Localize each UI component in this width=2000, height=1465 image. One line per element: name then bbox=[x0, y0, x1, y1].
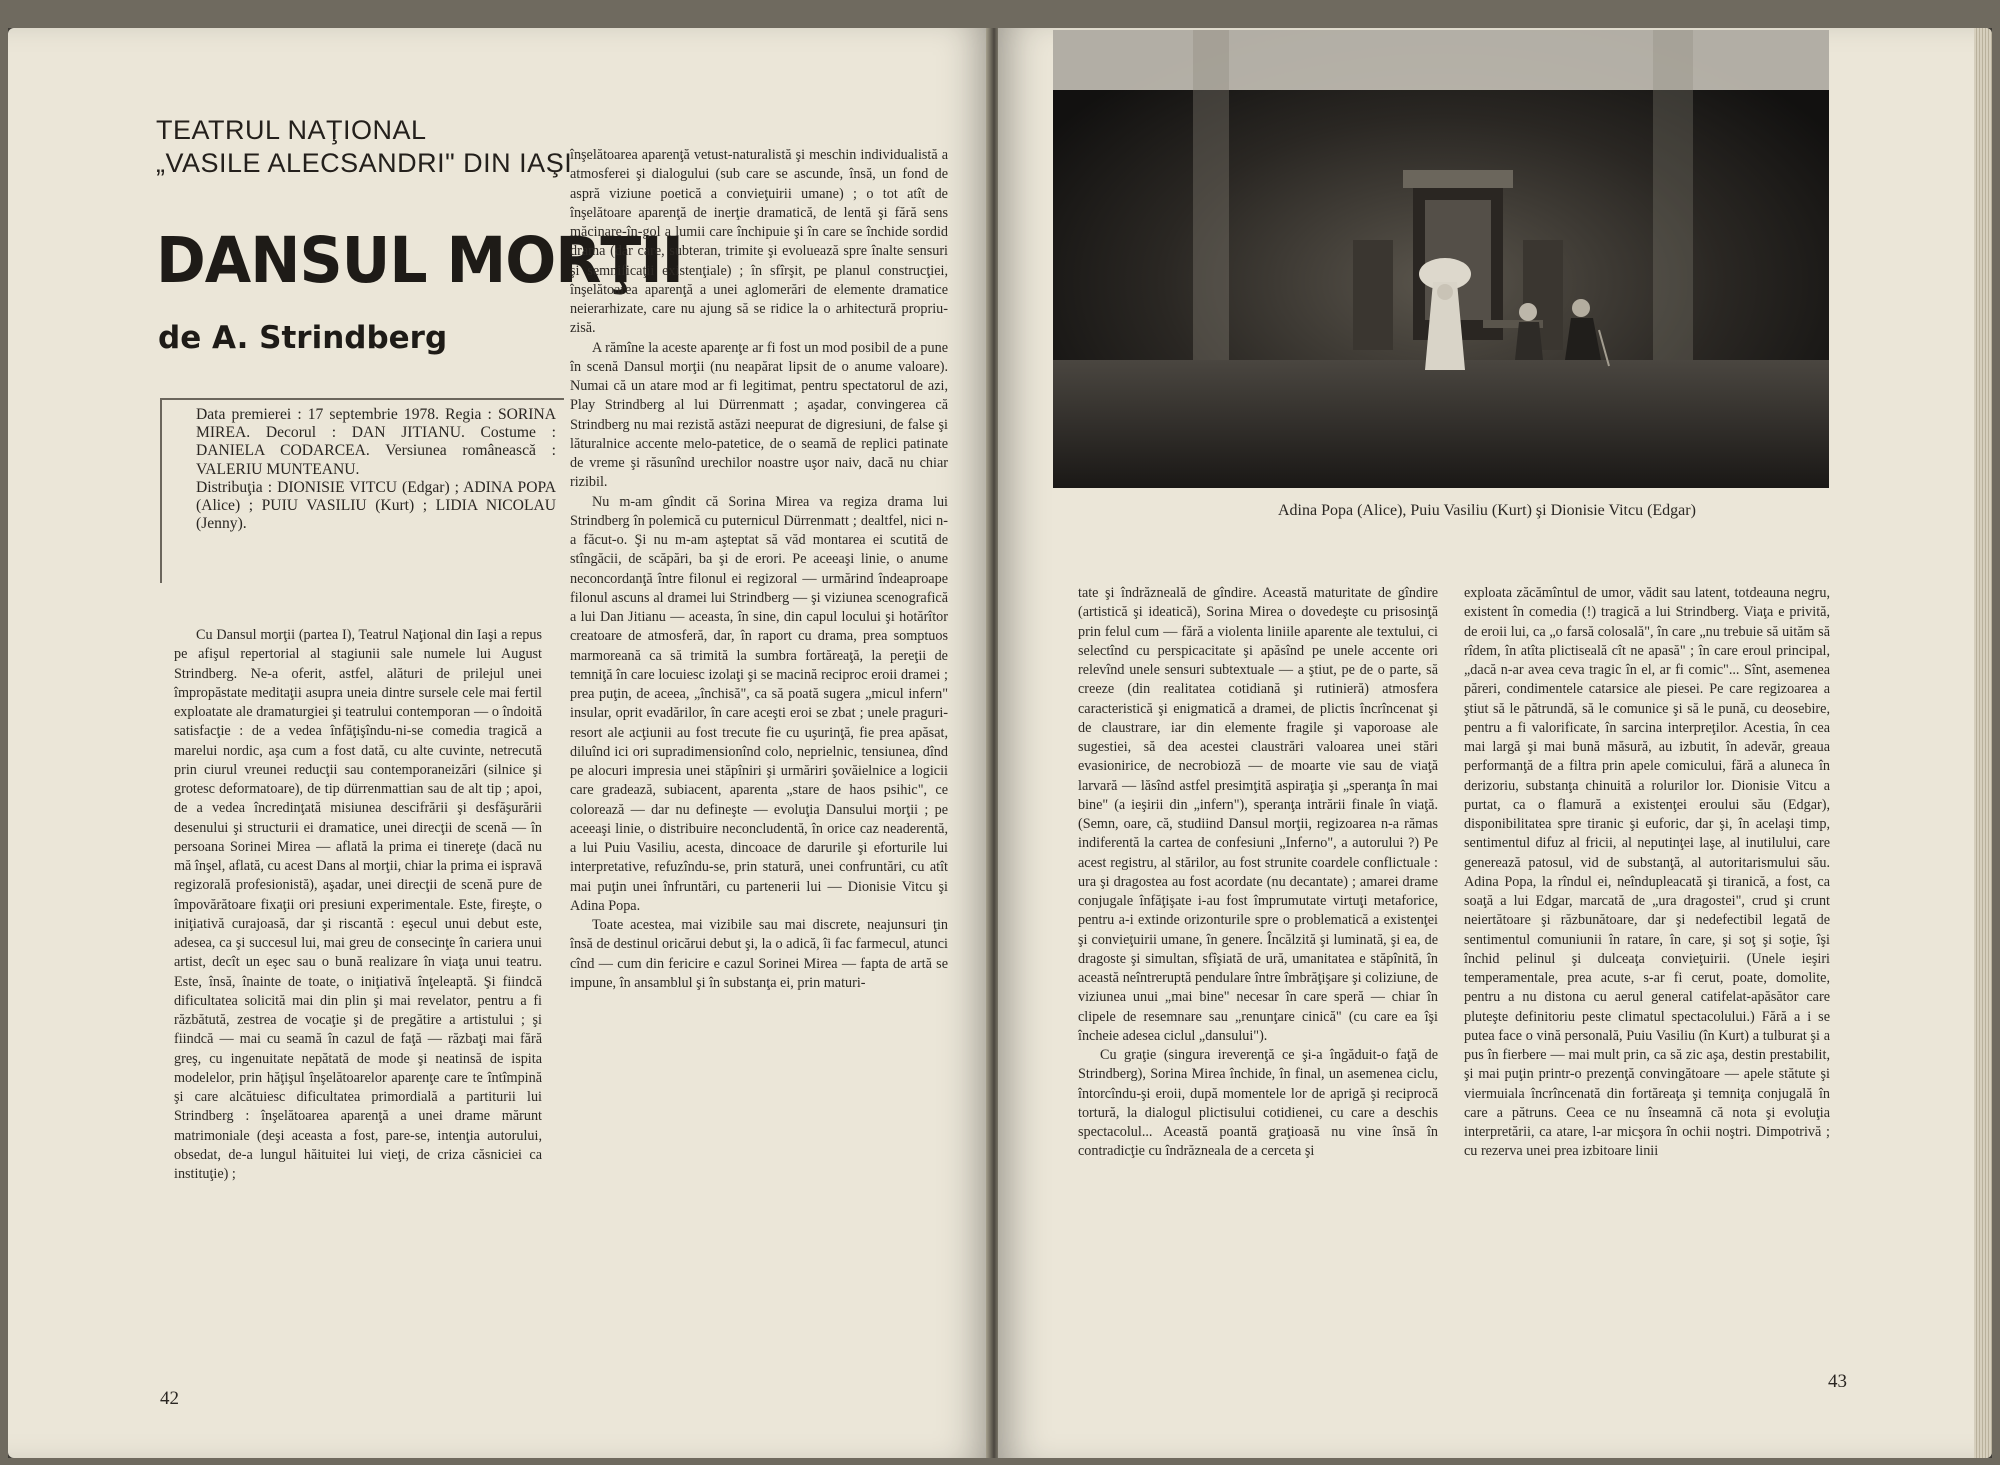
paragraph: tate şi îndrăzneală de gîndire. Această maturitate de gîndire (artistică şi ideatică), Sorina Mirea o dovedeşte cu prisosinţă prin felul cum — fără a violenta liniile aparente ale textului, ci selectînd cu perspicacitate şi apăsînd pe unele accente ori relevînd unele sensuri subtextuale — a ştiut, pe de o parte, să creeze (din realitatea cotidiană şi rutinieră) atmosfera caracteristică şi enigmatică a dramei, de plictis încrîncenat şi de claustrare, iar din elemente fragile şi vaporoase ale sugestiei, să dea acestei claustrări valoarea unei stări evasionirice, de necrobioză — de moarte vie sau de viaţă larvară — lăsînd astfel presimţită aspiraţia şi „speranţa în mai bine" (a ieşirii din „infern"), speranţa intrării finale în viaţă. (Semn, oare, că, studiind Dansul morţii, regizoarea n-a rămas indiferentă la cartea de confesiuni „Inferno", a autorului ?) Pe acest registru, al stărilor, au fost strunite coardele conflictuale : ura şi dragostea au fost acordate (nu decantate) ; amarei drame conjugale înfăţişate i-au fost împrumutate virtuţi metaforice, pentru a-i extinde orizonturile spre o problematică a existenţei şi convieţuirii umane, în genere. Încălzită şi luminată, şi ea, de dragoste şi simultan, sfîşiată de ură, umanitatea e stăpînită, în această neîntreruptă pendulare între îmbrăţişare şi coliziune, de viziunea unui „mai bine" necesar în care speră — chiar în clipele de resemnare sau „renunţare cinică" (cu care ea îşi încheie adesea ciclul „dansului"). bbox=[1078, 585, 1438, 1044]
left-page bbox=[8, 28, 990, 1458]
photo-caption: Adina Popa (Alice), Puiu Vasiliu (Kurt) şi Dionisie Vitcu (Edgar) bbox=[1278, 502, 1696, 519]
page-edge bbox=[1974, 28, 1992, 1458]
theatre-line-2: „VASILE ALECSANDRI" DIN IAŞI bbox=[156, 148, 573, 178]
paragraph: Toate acestea, mai vizibile sau mai discrete, neajunsuri ţin însă de destinul oricărui debut şi, la o adică, îi fac farmecul, atunci cînd — cum din fericire e cazul Sorinei Mirea — fapta de artă se impune, în ansamblul şi în substanţa ei, prin maturi- bbox=[570, 917, 948, 991]
paragraph: exploata zăcămîntul de umor, vădit sau latent, totdeauna negru, existent în comedia (!) tragică a lui Strindberg. Viaţa e privită, de eroii lui, ca „o farsă colosală", în care „nu trebuie să uităm să rîdem, în atîta plictiseală cît ne apasă" ; în care eroul principal, „dacă n-ar avea ceva tragic în el, ar fi comic"... Sînt, asemenea păreri, condimentele catarsice ale piesei. Pe care regizoarea a ştiut să le pătrundă, să le comunice şi să le pună, cu deosebire, pentru a fi valorificate, în sarcina interpreţilor. Acestia, în cea mai largă şi mai bună măsură, au izbutit, în adevăr, greaua performanţă de a filtra prin apele comicului, fără a aluneca în derizoriu, substanţa chinuită a rolurilor lor. Dionisie Vitcu a purtat, ca o flamură a existenţei eroului său (Edgar), disponibilitatea spre tiranic şi euforic, dar şi, în acelaşi timp, sentimentul difuz al fricii, al neputinţei laşe, al inutilului, care generează patosul, vid de substanţă, al autoritarismului său. Adina Popa, la rîndul ei, neîndupleacată şi tiranică, a fost, ca soaţă a lui Edgar, marcată de „ura dragostei", crud şi crunt neiertătoare şi răzbunătoare, dar şi nedefectibil legată de sentimentul comuniunii în ratare, în care, şi soţ şi soţie, îşi închid pelinul şi dulceaţa convieţuirii. (Unele ieşiri temperamentale, prea acute, s-ar fi cerut, poate, domolite, pentru a nu distona cu aerul general catifelat-apăsător care pluteşte definitoriu peste climatul spectacolului.) Fără a i se putea face o vină personală, Puiu Vasiliu (în Kurt) a tulburat şi a pus în fierbere — mai mult prin, ca să zic aşa, destin prestabilit, şi mai puţin printr-o prezenţă convingătoare — apele stătute şi viermuiala încrîncenată din fortăreaţa şi temniţa conjugală în care a pătruns. Ceea ce nu înseamnă că nota şi evoluţia interpretării, ca atare, l-ar micşora în ochii noştri. Dimpotrivă ; cu rezerva unei prea izbitoare linii bbox=[1464, 585, 1830, 1160]
credits-box bbox=[160, 398, 564, 583]
credits-cast: Distribuţia : DIONISIE VITCU (Edgar) ; ADINA POPA (Alice) ; PUIU VASILIU (Kurt) ; LIDIA NICOLAU (Jenny). bbox=[196, 478, 556, 533]
page-number-right: 43 bbox=[1828, 1371, 1847, 1392]
stage-photo bbox=[1053, 30, 1829, 488]
article-column-2 bbox=[570, 146, 948, 1371]
author-line: de A. Strindberg bbox=[158, 320, 448, 356]
article-column-3 bbox=[1078, 584, 1438, 1371]
credits-production: Data premierei : 17 septembrie 1978. Regia : SORINA MIREA. Decorul : DAN JITIANU. Costume : DANIELA CODARCEA. Versiunea românească : VALERIU MUNTEANU. bbox=[196, 406, 556, 478]
paragraph: Cu graţie (singura ireverenţă ce şi-a îngăduit-o faţă de Strindberg), Sorina Mirea închide, în final, un asemenea ciclu, întorcîndu-şi eroii, după momentele lor de aprigă şi reciprocă tortură, la dialogul plictisului cotidienei, cu care a deschis spectacolul... Această poantă graţioasă nu vine însă în contradicţie cu îndrăzneala de a cerceta şi bbox=[1078, 1047, 1438, 1160]
paragraph: înşelătoarea aparenţă vetust-naturalistă şi meschin individualistă a atmosferei şi dialogului (sub care se ascunde, însă, un fond de aspră viziune poetică a convieţuirii umane) ; o tot atît de înşelătoare aparenţă de inerţie dramatică, de lentă şi fără sens măcinare-în-gol a lumii care închipuie şi în care se închide sordid drama (dar care, subteran, trimite şi evoluează spre înalte sensuri şi semnificaţii existenţiale) ; în sfîrşit, pe planul construcţiei, înşelătoarea aparenţă a unei aglomerări de elemente dramatice neierarhizate, care nu ajung să se ridice la o arhitectură propriu-zisă. bbox=[570, 147, 948, 337]
article-column-4 bbox=[1464, 584, 1830, 1371]
paragraph: Nu m-am gîndit că Sorina Mirea va regiza drama lui Strindberg în polemică cu puternicul Dürrenmatt ; dealtfel, nici n-a făcut-o. Şi nu m-am aşteptat să văd montarea ei scutită de stîngăcii, de scăpări, ba şi de erori. Pe aceeaşi linie, o anume neconcordanţă între filonul ei regizoral — urmărind îndeaproape filonul ascuns al dramei lui Strindberg — şi viziunea scenografică a lui Dan Jitianu — aceasta, în sine, din capul locului şi hotărîtor creatoare de atmosferă, dar, în raport cu drama, prea somptuos marmoreană ca să trimită la sumbra fortăreaţă, la pereţii de temniţă în care locuiesc izolaţi şi se macină reciproc eroii dramei ; prea puţin, de aceea, „închisă", ca să poată sugera „micul infern" insular, oprit evadărilor, în care aceşti eroi se zbat ; unele praguri-resort ale acţiunii au fost trecute fie cu uşurinţă, fie prea apăsat, diluînd ici ori supradimensionînd colo, neprielnic, tensiunea, dînd pe alocuri impresia unei stăpîniri şi urmăriri şovăielnice a logicii care gradează, subiacent, aparenta „stare de haos psihic", ce colorează — dar nu defineşte — evoluţia Dansului morţii ; pe aceeaşi linie, o distribuire neconcludentă, în orice caz neaderentă, a lui Puiu Vasiliu, acesta, dincoace de darurile şi eforturile lui interpretative, refuzîndu-se, prin statură, unei confruntări, cu atît mai puţin unei înfruntări, cu partenerii lui — Dionisie Vitcu şi Adina Popa. bbox=[570, 493, 948, 914]
theatre-name bbox=[156, 114, 573, 180]
play-title: DANSUL MORŢII bbox=[156, 224, 683, 298]
paragraph: Cu Dansul morţii (partea I), Teatrul Naţional din Iaşi a repus pe afişul repertorial al stagiunii sale numele lui August Strindberg. Ne-a oferit, astfel, alături de prilejul unei împropăstate meditaţii asupra uneia dintre sursele cele mai fertil exploatate ale dramaturgiei şi teatrului contemporan — o îndoită satisfacţie : de a vedea înfăţişîndu-ni-se comedia tragică a marelui nordic, aşa cum a fost dată, cu alte cuvinte, netrecută prin ciurul vreunei reducţii sau contemporaneizări (silnice şi grotesc deformatoare), de tip dürrenmattian sau de alt tip ; apoi, de a vedea încredinţată misiunea descifrării şi desfăşurării desenului şi structurii ei dramatice, unei direcţii de scenă — în persoana Sorinei Mirea — aflată la prima ei tinereţe (dacă nu mă înşel, aflată, cu acest Dans al morţii, chiar la prima ei ispravă regizorală profesionistă), aşadar, unei direcţii de scenă pure de împovărătoare fixaţii ori presiuni experimentale. Este, fireşte, o iniţiativă curajoasă, dar şi riscantă : eşecul unui debut este, adesea, ca şi succesul lui, mai greu de consecinţe în cariera unui artist, decît un eşec sau o bună realizare în viaţa unui teatru. Este, însă, înainte de toate, o iniţiativă înţeleaptă. Şi fiindcă dificultatea solicită mai din plin şi mai revelator, pentru a fi răzbătută, zestrea de vocaţie şi de pregătire a artistului ; şi fiindcă — mai cu seamă în cazul de faţă — răzbaţi mai fără greş, cu ingenuitate nepătată de mode şi neatinsă de ispita modelelor, prin hăţişul înşelătoarelor aparenţe care te întîmpină şi care alcătuiesc dificultatea primordială a partiturii lui Strindberg : înşelătoarea aparenţă a unei drame mărunt matrimoniale (deşi aceasta a fost, pare-se, intenţia autorului, obsedat, de-a lungul hăituitei lui vieţi, de criza căsniciei ca instituţie) ; bbox=[174, 627, 542, 1182]
article-column-1 bbox=[174, 626, 542, 1376]
right-page bbox=[998, 28, 1992, 1458]
paragraph: A rămîne la aceste aparenţe ar fi fost un mod posibil de a pune în scenă Dansul morţii (nu neapărat lipsit de o anume valoare). Numai că un atare mod ar fi legitimat, pentru spectatorul de azi, Play Strindberg al lui Dürrenmatt ; aşadar, convingerea că Strindberg nu mai rezistă astăzi neepurat de digresiuni, de false şi lăturalnice accente melo-patetice, de o seamă de replici patinate de vreme şi răsunînd urechilor noastre uşor naiv, dacă nu chiar rizibil. bbox=[570, 339, 948, 491]
page-number-left: 42 bbox=[160, 1388, 179, 1409]
stage-photo-image bbox=[1053, 30, 1829, 488]
theatre-line-1: TEATRUL NAŢIONAL bbox=[156, 115, 427, 145]
magazine-spread bbox=[8, 28, 1992, 1458]
